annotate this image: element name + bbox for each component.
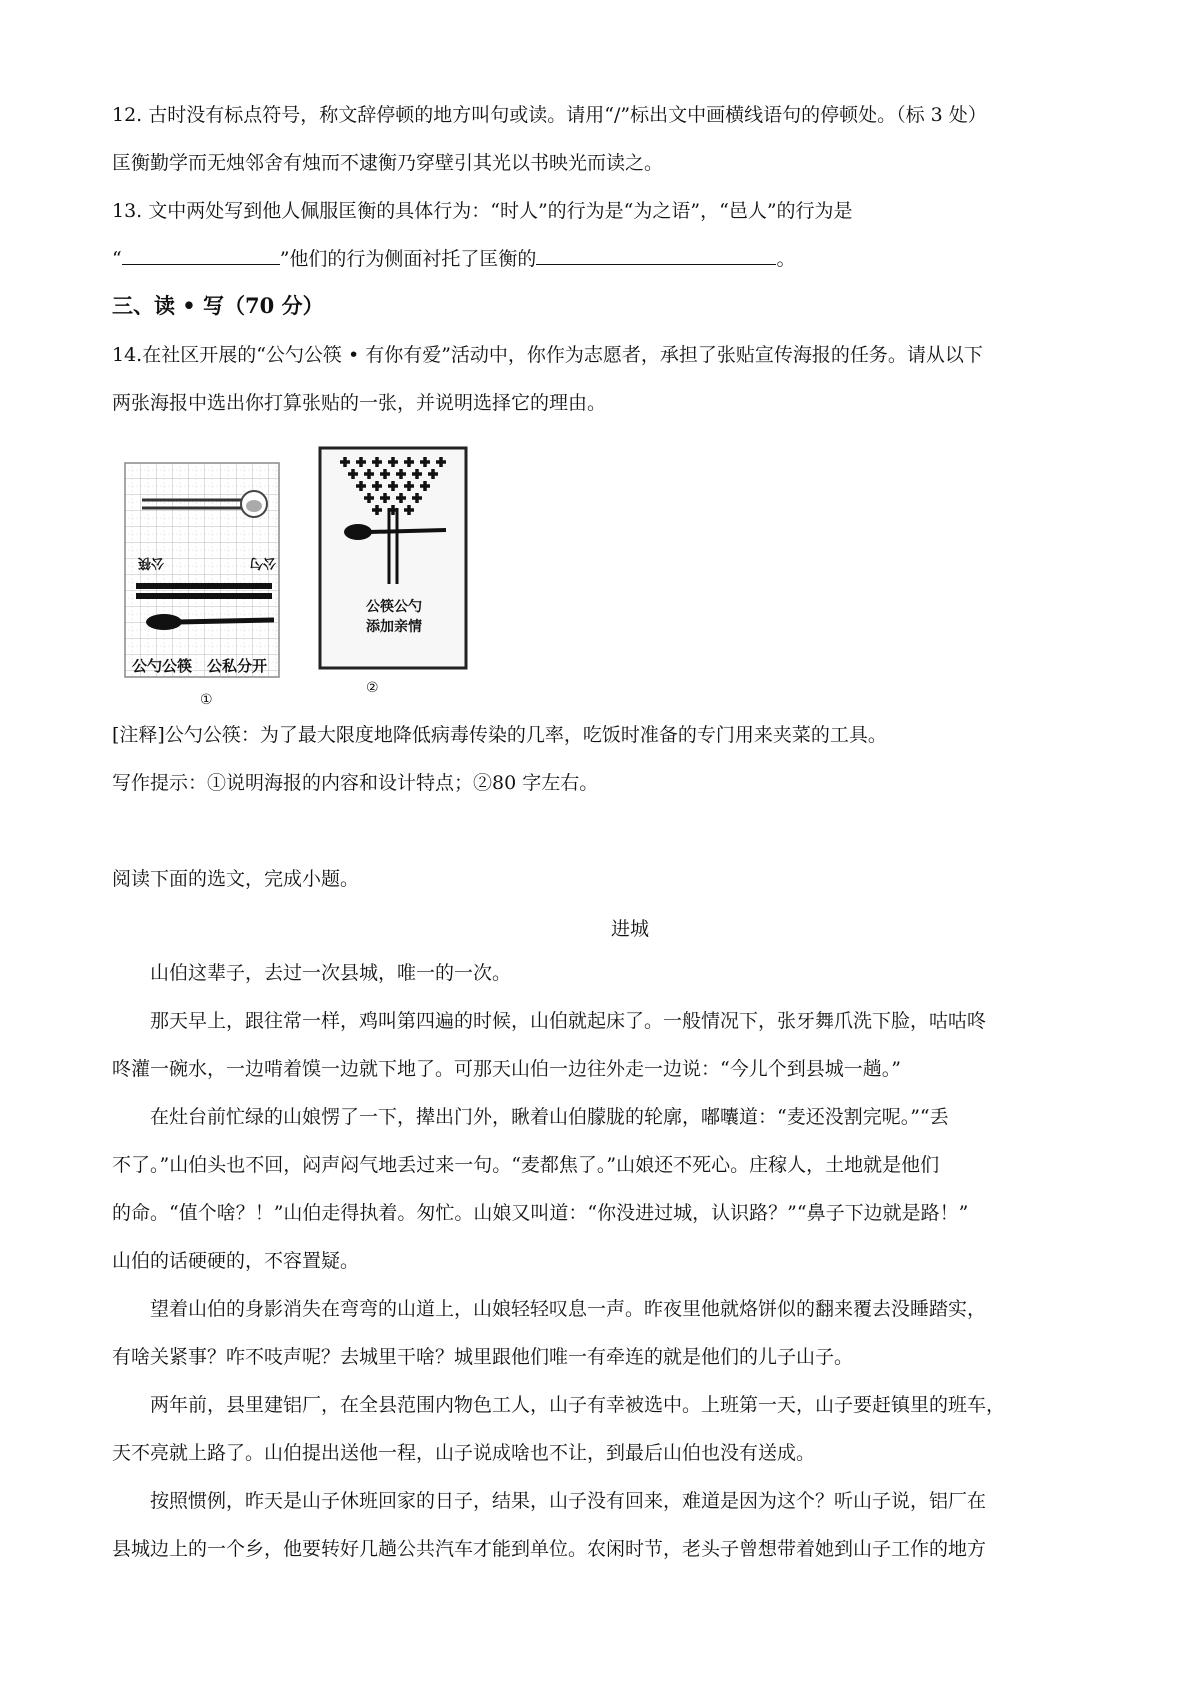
- story-title: 进城: [610, 918, 649, 940]
- poster-1-number: ①: [200, 692, 213, 708]
- poster-2-text-line-1: 公筷公勺: [366, 599, 422, 615]
- q12-sentence: 匡衡勤学而无烛邻舍有烛而不逮衡乃穿壁引其光以书映光而读之。: [112, 152, 664, 174]
- q13-blanks-line: [112, 246, 795, 272]
- q12-prompt: 12. 古时没有标点符号，称文辞停顿的地方叫句或读。请用“/”标出文中画横线语句的停顿处。（标 3 处）: [112, 104, 987, 126]
- story-line: 不了。”山伯头也不回，闷声闷气地丢过来一句。“麦都焦了。”山娘还不死心。庄稼人，土地就是他们: [112, 1154, 940, 1176]
- poster-2-graphic[interactable]: [318, 446, 468, 670]
- story-line: 那天早上，跟往常一样，鸡叫第四遍的时候，山伯就起床了。一般情况下，张牙舞爪洗下脸，咕咕咚: [150, 1010, 987, 1032]
- q14-prompt-line-1: 14.在社区开展的“公勺公筷 • 有你有爱”活动中，你作为志愿者，承担了张贴宣传海报的任务。请从以下: [112, 344, 983, 366]
- q13-mid-text: ”他们的行为侧面衬托了匡衡的: [279, 248, 537, 270]
- q13-prompt: 13. 文中两处写到他人佩服匡衡的具体行为：“时人”的行为是“为之语”，“邑人”的行为是: [112, 200, 853, 222]
- writing-hint: 写作提示：①说明海报的内容和设计特点；②80 字左右。: [112, 772, 599, 794]
- poster-1-right-text: 公勺: [250, 555, 277, 570]
- poster-1-left-text: 公筷: [138, 555, 165, 570]
- story-line: 县城边上的一个乡，他要转好几趟公共汽车才能到单位。农闲时节，老头子曾想带着她到山子工作的地方: [112, 1538, 987, 1560]
- story-line: 的命。“值个啥？！”山伯走得执着。匆忙。山娘又叫道：“你没进过城，认识路？”“鼻子下边就是路！”: [112, 1202, 969, 1224]
- story-line: 天不亮就上路了。山伯提出送他一程，山子说成啥也不让，到最后山伯也没有送成。: [112, 1442, 816, 1464]
- poster-2-text-line-2: 添加亲情: [366, 619, 422, 635]
- poster-2-number: ②: [366, 680, 379, 696]
- section-3-title: 三、读 • 写（70 分）: [112, 293, 324, 318]
- poster-1-caption: 公勺公筷 公私分开: [132, 657, 268, 675]
- story-line: 按照惯例，昨天是山子休班回家的日子，结果，山子没有回来，难道是因为这个？听山子说，铝厂在: [150, 1490, 987, 1512]
- q13-end: 。: [776, 248, 796, 270]
- q13-answer-blank-2[interactable]: [536, 246, 776, 265]
- note-text: [注释]公勺公筷：为了最大限度地降低病毒传染的几率，吃饭时准备的专门用来夹菜的工具。: [112, 724, 887, 746]
- story-line: 山伯的话硬硬的，不容置疑。: [112, 1250, 360, 1272]
- story-line: 有啥关紧事？咋不吱声呢？去城里干啥？城里跟他们唯一有牵连的就是他们的儿子山子。: [112, 1346, 854, 1368]
- story-line: 山伯这辈子，去过一次县城，唯一的一次。: [150, 962, 512, 984]
- story-line: 两年前，县里建铝厂，在全县范围内物色工人，山子有幸被选中。上班第一天，山子要赶镇里的班车，: [150, 1394, 1006, 1416]
- reading-intro: 阅读下面的选文，完成小题。: [112, 868, 360, 890]
- q14-prompt-line-2: 两张海报中选出你打算张贴的一张，并说明选择它的理由。: [112, 392, 607, 414]
- story-line: 望着山伯的身影消失在弯弯的山道上，山娘轻轻叹息一声。昨夜里他就烙饼似的翻来覆去没睡踏实，: [150, 1298, 987, 1320]
- story-line: 咚灌一碗水，一边啃着馍一边就下地了。可那天山伯一边往外走一边说：“今儿个到县城一趟。”: [112, 1058, 901, 1080]
- q13-answer-blank-1[interactable]: [122, 246, 280, 265]
- q13-open-quote: “: [112, 248, 122, 270]
- story-line: 在灶台前忙绿的山娘愣了一下，撵出门外，瞅着山伯朦胧的轮廓，嘟囔道：“麦还没割完呢。”“丢: [150, 1106, 949, 1128]
